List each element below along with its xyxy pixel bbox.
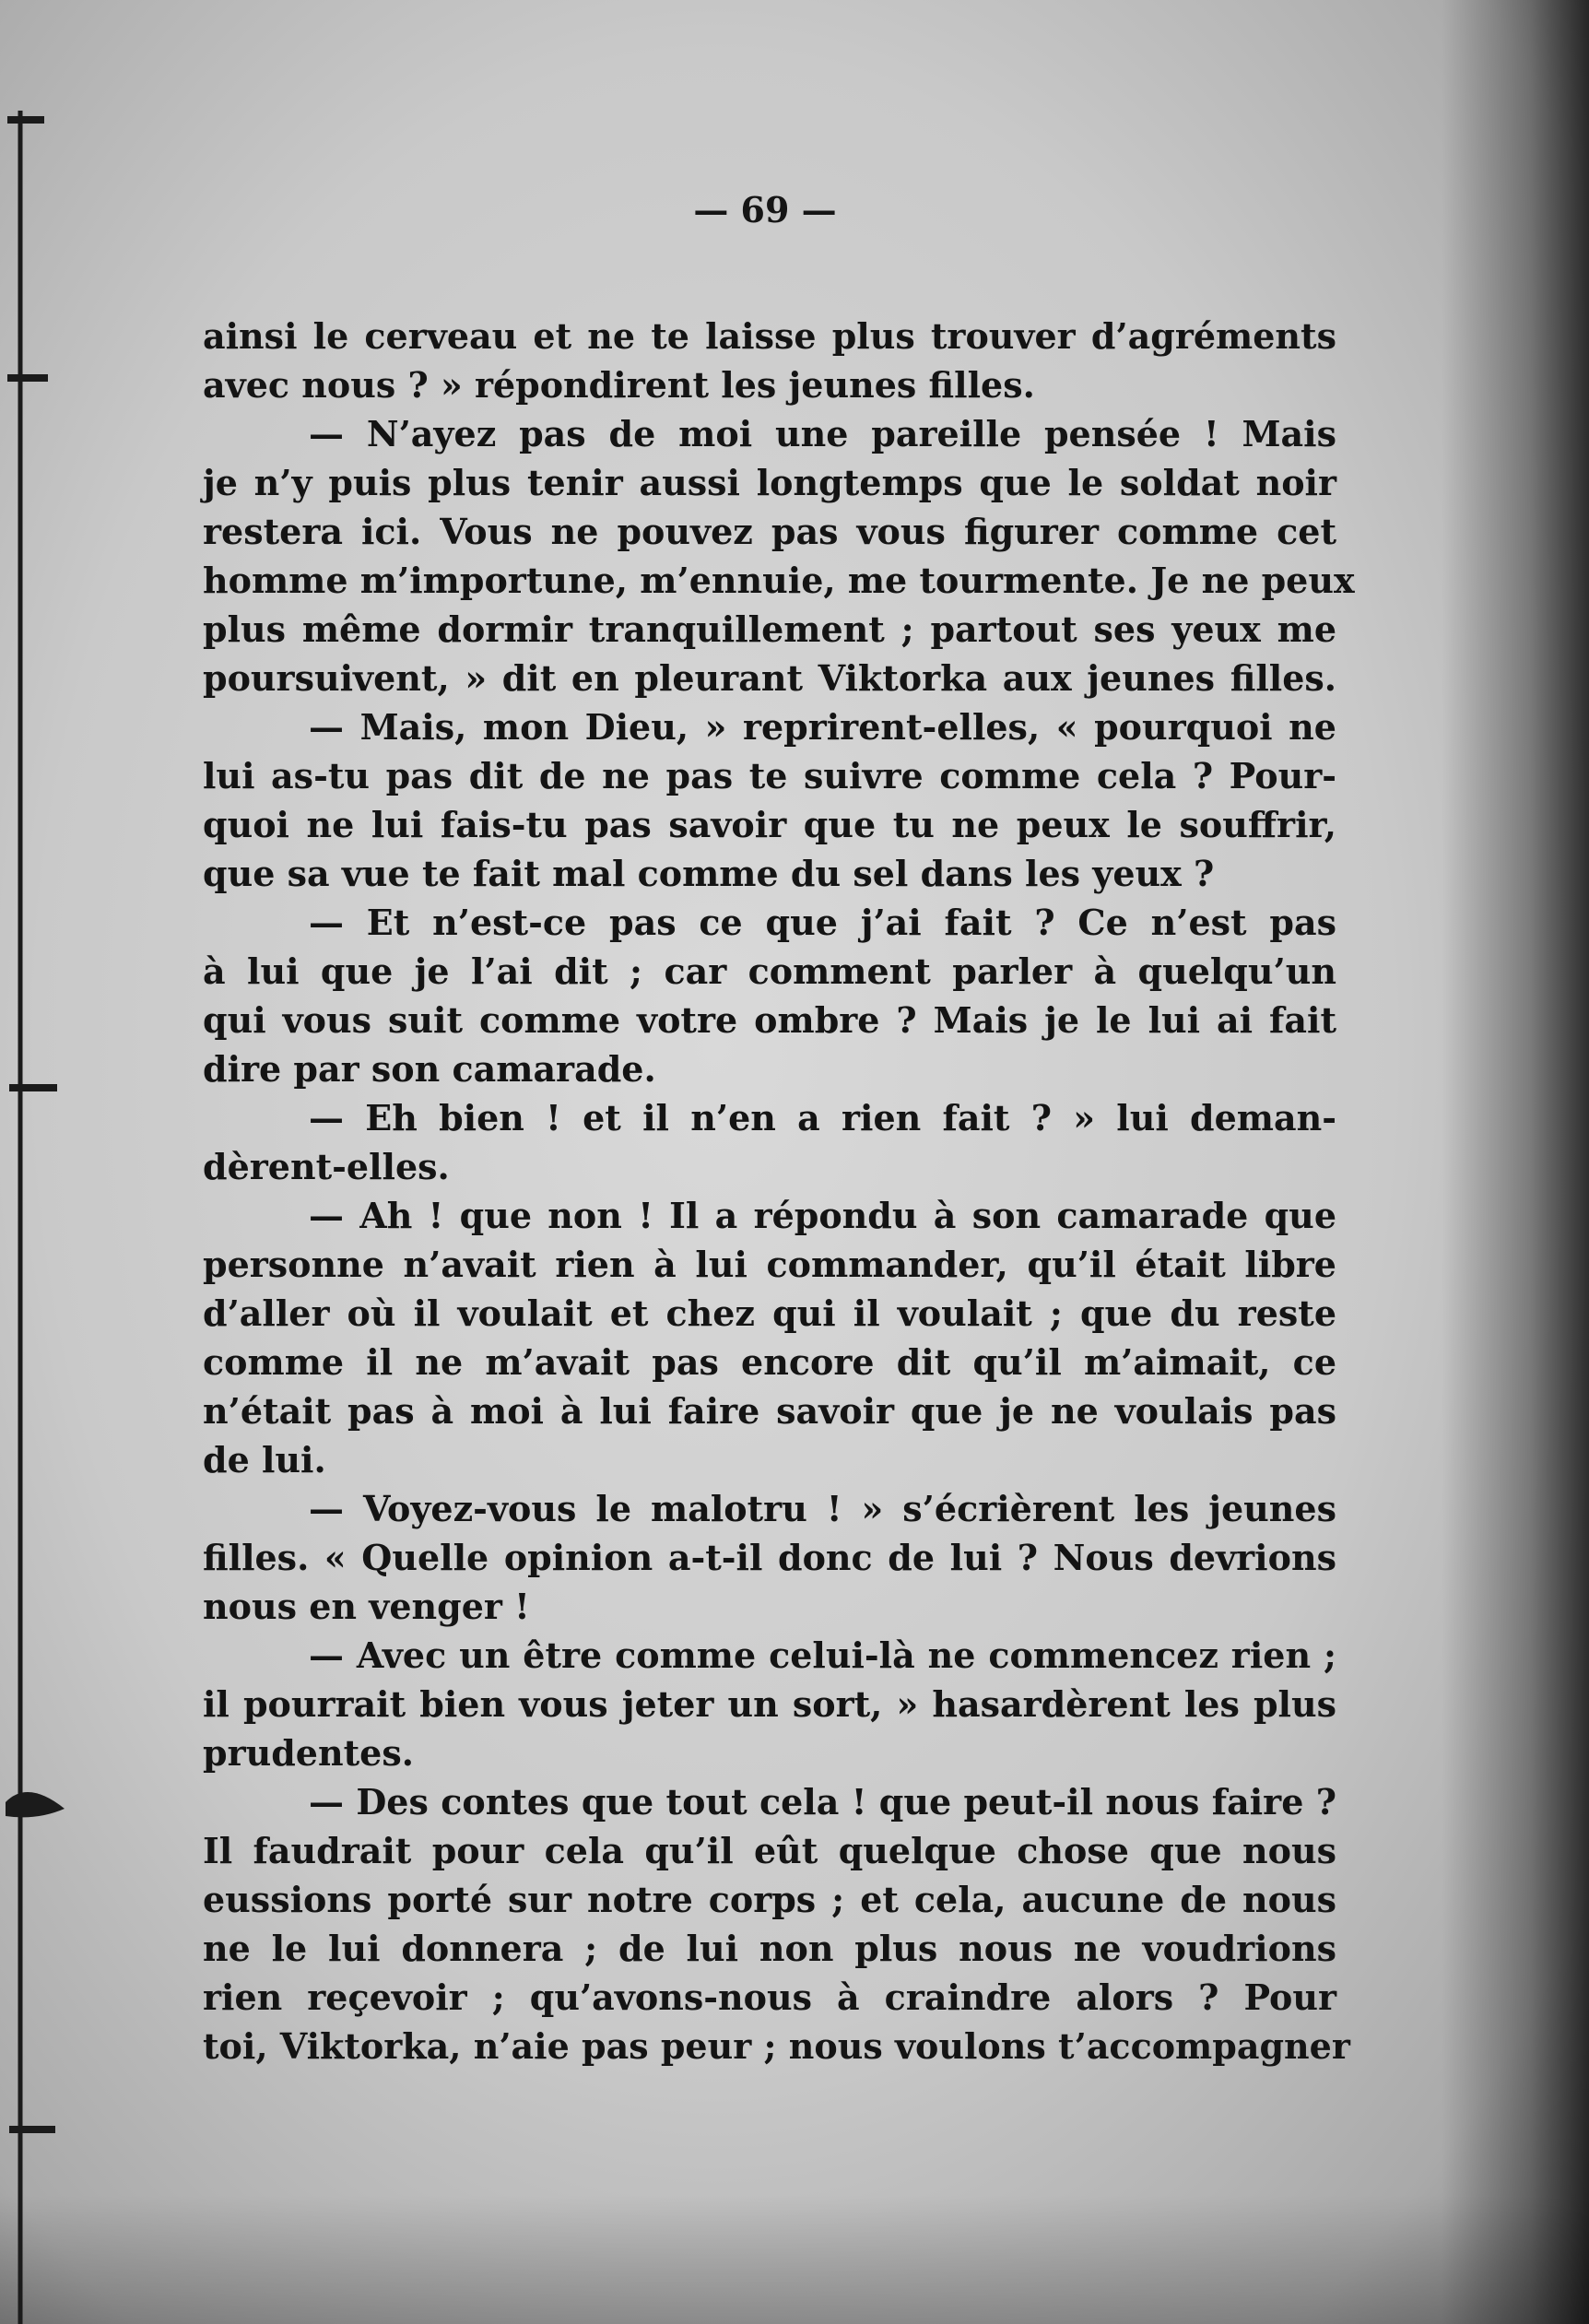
text-line: homme m’importune, m’ennuie, me tourmente. Je ne peux (203, 560, 1355, 601)
text-line: que sa vue te fait mal comme du sel dans les yeux ? (203, 853, 1215, 894)
text-line: — Et n’est-ce pas ce que j’ai fait ? Ce n’est pas (309, 902, 1336, 943)
text-line: prudentes. (203, 1732, 414, 1774)
text-line: de lui. (203, 1439, 326, 1481)
text-line: rien reçevoir ; qu’avons-nous à craindre alors ? Pour (203, 1976, 1336, 2018)
text-line: qui vous suit comme votre ombre ? Mais je le lui ai fait (203, 999, 1336, 1041)
text-line: lui as-tu pas dit de ne pas te suivre comme cela ? Pour- (203, 755, 1336, 796)
binding-thread (0, 0, 83, 2324)
page-bottom-shadow (0, 2195, 1589, 2324)
text-line: poursuivent, » dit en pleurant Viktorka aux jeunes filles. (203, 657, 1336, 699)
text-line: nous en venger ! (203, 1586, 530, 1627)
page-number: — 69 — (693, 189, 837, 230)
text-line: plus même dormir tranquillement ; partout ses yeux me (203, 608, 1336, 650)
text-line: — Voyez-vous le malotru ! » s’écrièrent les jeunes (309, 1488, 1336, 1529)
text-line: eussions porté sur notre corps ; et cela, aucune de nous (203, 1879, 1336, 1920)
text-line: il pourrait bien vous jeter un sort, » hasardèrent les plus (203, 1683, 1336, 1725)
page-text (203, 312, 1355, 2070)
text-line: avec nous ? » répondirent les jeunes filles. (203, 364, 1035, 406)
text-line: quoi ne lui fais-tu pas savoir que tu ne peux le souffrir, (203, 804, 1336, 845)
text-line: — Eh bien ! et il n’en a rien fait ? » lui deman- (309, 1097, 1336, 1138)
text-line: — Avec un être comme celui-là ne commencez rien ; (309, 1634, 1336, 1676)
text-line: filles. « Quelle opinion a-t-il donc de lui ? Nous devrions (203, 1537, 1336, 1578)
text-line: comme il ne m’avait pas encore dit qu’il m’aimait, ce (203, 1341, 1336, 1383)
text-line: ne le lui donnera ; de lui non plus nous ne voudrions (203, 1928, 1336, 1969)
text-line: — Ah ! que non ! Il a répondu à son camarade que (309, 1195, 1336, 1236)
text-line: dèrent-elles. (203, 1146, 450, 1187)
text-line: toi, Viktorka, n’aie pas peur ; nous voulons t’accompagner (203, 2025, 1350, 2067)
text-line: Il faudrait pour cela qu’il eût quelque chose que nous (203, 1830, 1336, 1871)
text-line: à lui que je l’ai dit ; car comment parler à quelqu’un (203, 950, 1336, 992)
text-line: je n’y puis plus tenir aussi longtemps que le soldat noir (203, 462, 1336, 503)
text-line: — Mais, mon Dieu, » reprirent-elles, « pourquoi ne (309, 706, 1336, 748)
text-line: dire par son camarade. (203, 1048, 656, 1090)
text-line: ainsi le cerveau et ne te laisse plus trouver d’agréments (203, 315, 1336, 357)
text-line: — N’ayez pas de moi une pareille pensée ! Mais (309, 413, 1336, 454)
text-line: personne n’avait rien à lui commander, qu’il était libre (203, 1244, 1336, 1285)
text-line: d’aller où il voulait et chez qui il voulait ; que du reste (203, 1292, 1336, 1334)
page-edge-shadow (1442, 0, 1589, 2324)
text-line: restera ici. Vous ne pouvez pas vous figurer comme cet (203, 511, 1336, 552)
text-line: n’était pas à moi à lui faire savoir que je ne voulais pas (203, 1390, 1336, 1432)
text-line: — Des contes que tout cela ! que peut-il nous faire ? (309, 1781, 1336, 1823)
